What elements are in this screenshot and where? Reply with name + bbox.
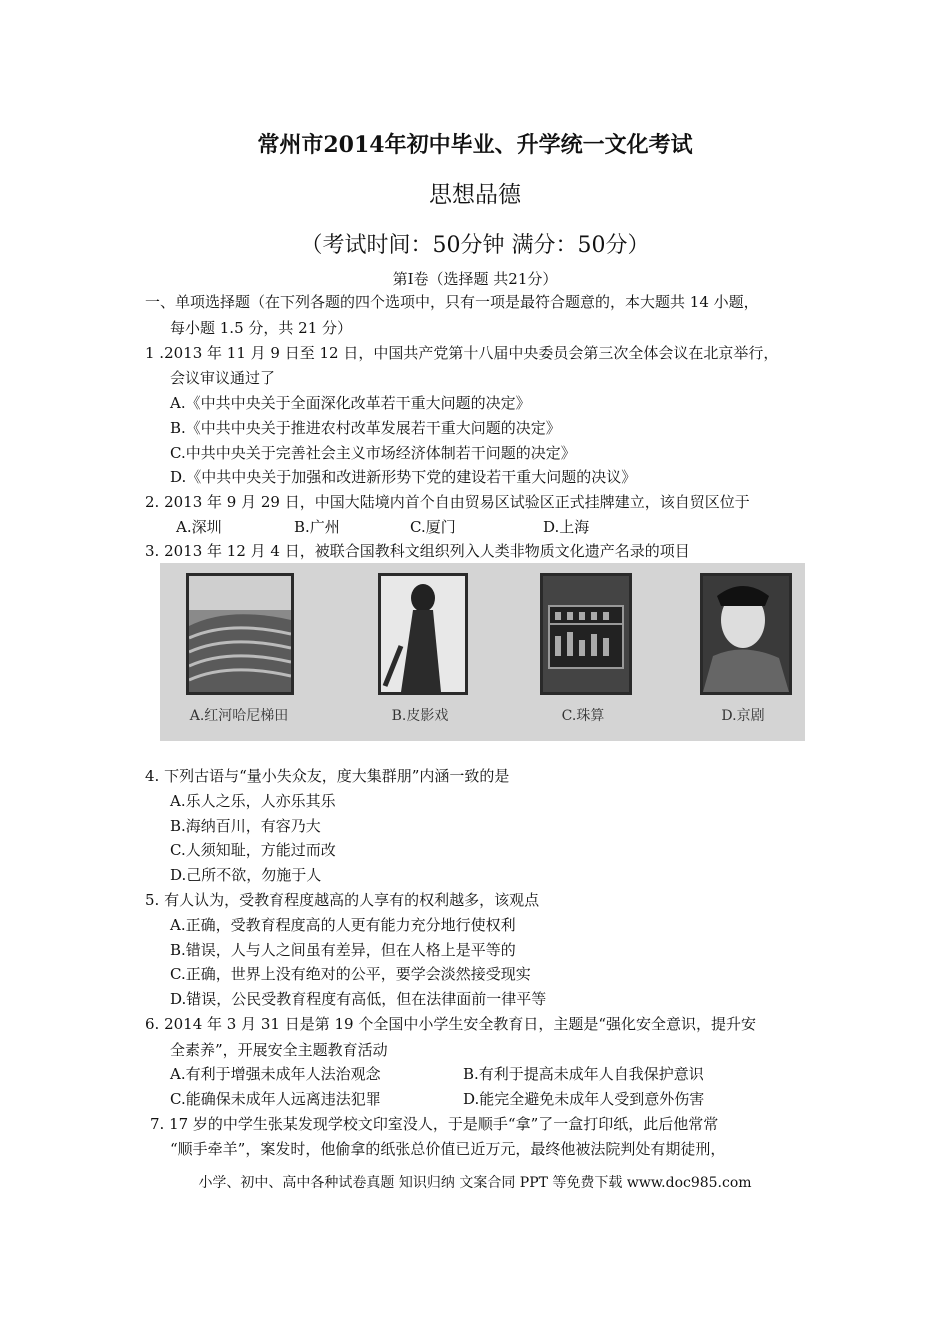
q1-stem-line2: 会议审议通过了: [170, 369, 276, 387]
terraced-fields-photo: [186, 573, 294, 695]
q6-stem-line2: 全素养”，开展安全主题教育活动: [170, 1041, 388, 1059]
q5-option-d: D.错误，公民受教育程度有高低，但在法律面前一律平等: [170, 990, 547, 1008]
q1-stem-line1: 1 .2013 年 11 月 9 日至 12 日，中国共产党第十八届中央委员会第三次全体会议在北京举行，: [145, 344, 779, 362]
q5-option-c: C.正确，世界上没有绝对的公平，要学会淡然接受现实: [170, 965, 531, 983]
q2-option-d: D.上海: [543, 518, 590, 536]
q6-option-c: C.能确保未成年人远离违法犯罪: [170, 1090, 381, 1108]
q3-label-b: B.皮影戏: [391, 708, 449, 724]
q5-stem: 5. 有人认为，受教育程度越高的人享有的权利越多，该观点: [145, 891, 540, 909]
q6-option-b: B.有利于提高未成年人自我保护意识: [463, 1065, 704, 1083]
q3-image-strip: [160, 563, 805, 741]
q1-option-c: C.中共中央关于完善社会主义市场经济体制若干问题的决定》: [170, 444, 576, 462]
q2-option-c: C.厦门: [410, 518, 456, 536]
exam-title: 常州市2014年初中毕业、升学统一文化考试: [257, 132, 693, 158]
q3-label-c: C.珠算: [561, 708, 605, 724]
footer-download-note: 小学、初中、高中各种试卷真题 知识归纳 文案合同 PPT 等免费下载 www.doc985.com: [198, 1175, 752, 1191]
q5-option-b: B.错误，人与人之间虽有差异，但在人格上是平等的: [170, 941, 516, 959]
volume-heading: 第Ⅰ卷（选择题 共21分）: [392, 270, 558, 288]
exam-time-score: （考试时间：50分钟 满分：50分）: [300, 233, 650, 258]
q7-stem-line2: “顺手牵羊”，案发时，他偷拿的纸张总价值已近万元，最终他被法院判处有期徒刑，: [170, 1140, 726, 1158]
abacus-photo: [540, 573, 632, 695]
q2-stem: 2. 2013 年 9 月 29 日，中国大陆境内首个自由贸易区试验区正式挂牌建立，该自贸区位于: [145, 493, 750, 511]
q4-stem: 4. 下列古语与“量小失众友，度大集群朋”内涵一致的是: [145, 767, 510, 785]
q4-option-c: C.人须知耻，方能过而改: [170, 841, 336, 859]
q4-option-d: D.己所不欲，勿施于人: [170, 866, 322, 884]
q1-option-d: D.《中共中央关于加强和改进新形势下党的建设若干重大问题的决议》: [170, 468, 637, 486]
q2-option-a: A.深圳: [176, 518, 222, 536]
exam-subject: 思想品德: [429, 182, 521, 208]
q1-option-a: A.《中共中央关于全面深化改革若干重大问题的决定》: [170, 394, 531, 412]
peking-opera-photo: [700, 573, 792, 695]
section-instructions-line1: 一、单项选择题（在下列各题的四个选项中，只有一项是最符合题意的，本大题共 14 小题，: [145, 293, 759, 311]
q4-option-a: A.乐人之乐，人亦乐其乐: [170, 792, 336, 810]
section-instructions-line2: 每小题 1.5 分，共 21 分）: [170, 319, 353, 337]
q6-option-a: A.有利于增强未成年人法治观念: [170, 1065, 381, 1083]
q3-label-d: D.京剧: [721, 708, 765, 724]
q3-stem: 3. 2013 年 12 月 4 日，被联合国教科文组织列入人类非物质文化遗产名录的项目: [145, 542, 690, 560]
q6-stem-line1: 6. 2014 年 3 月 31 日是第 19 个全国中小学生安全教育日，主题是“强化安全意识，提升安: [145, 1015, 757, 1033]
shadow-puppet-photo: [378, 573, 468, 695]
q7-stem-line1: 7. 17 岁的中学生张某发现学校文印室没人，于是顺手“拿”了一盒打印纸，此后他常常: [150, 1115, 719, 1133]
q4-option-b: B.海纳百川，有容乃大: [170, 817, 321, 835]
q2-option-b: B.广州: [294, 518, 340, 536]
q5-option-a: A.正确，受教育程度高的人更有能力充分地行使权利: [170, 916, 516, 934]
q3-label-a: A.红河哈尼梯田: [189, 708, 289, 724]
q1-option-b: B.《中共中央关于推进农村改革发展若干重大问题的决定》: [170, 419, 561, 437]
q6-option-d: D.能完全避免未成年人受到意外伤害: [463, 1090, 705, 1108]
